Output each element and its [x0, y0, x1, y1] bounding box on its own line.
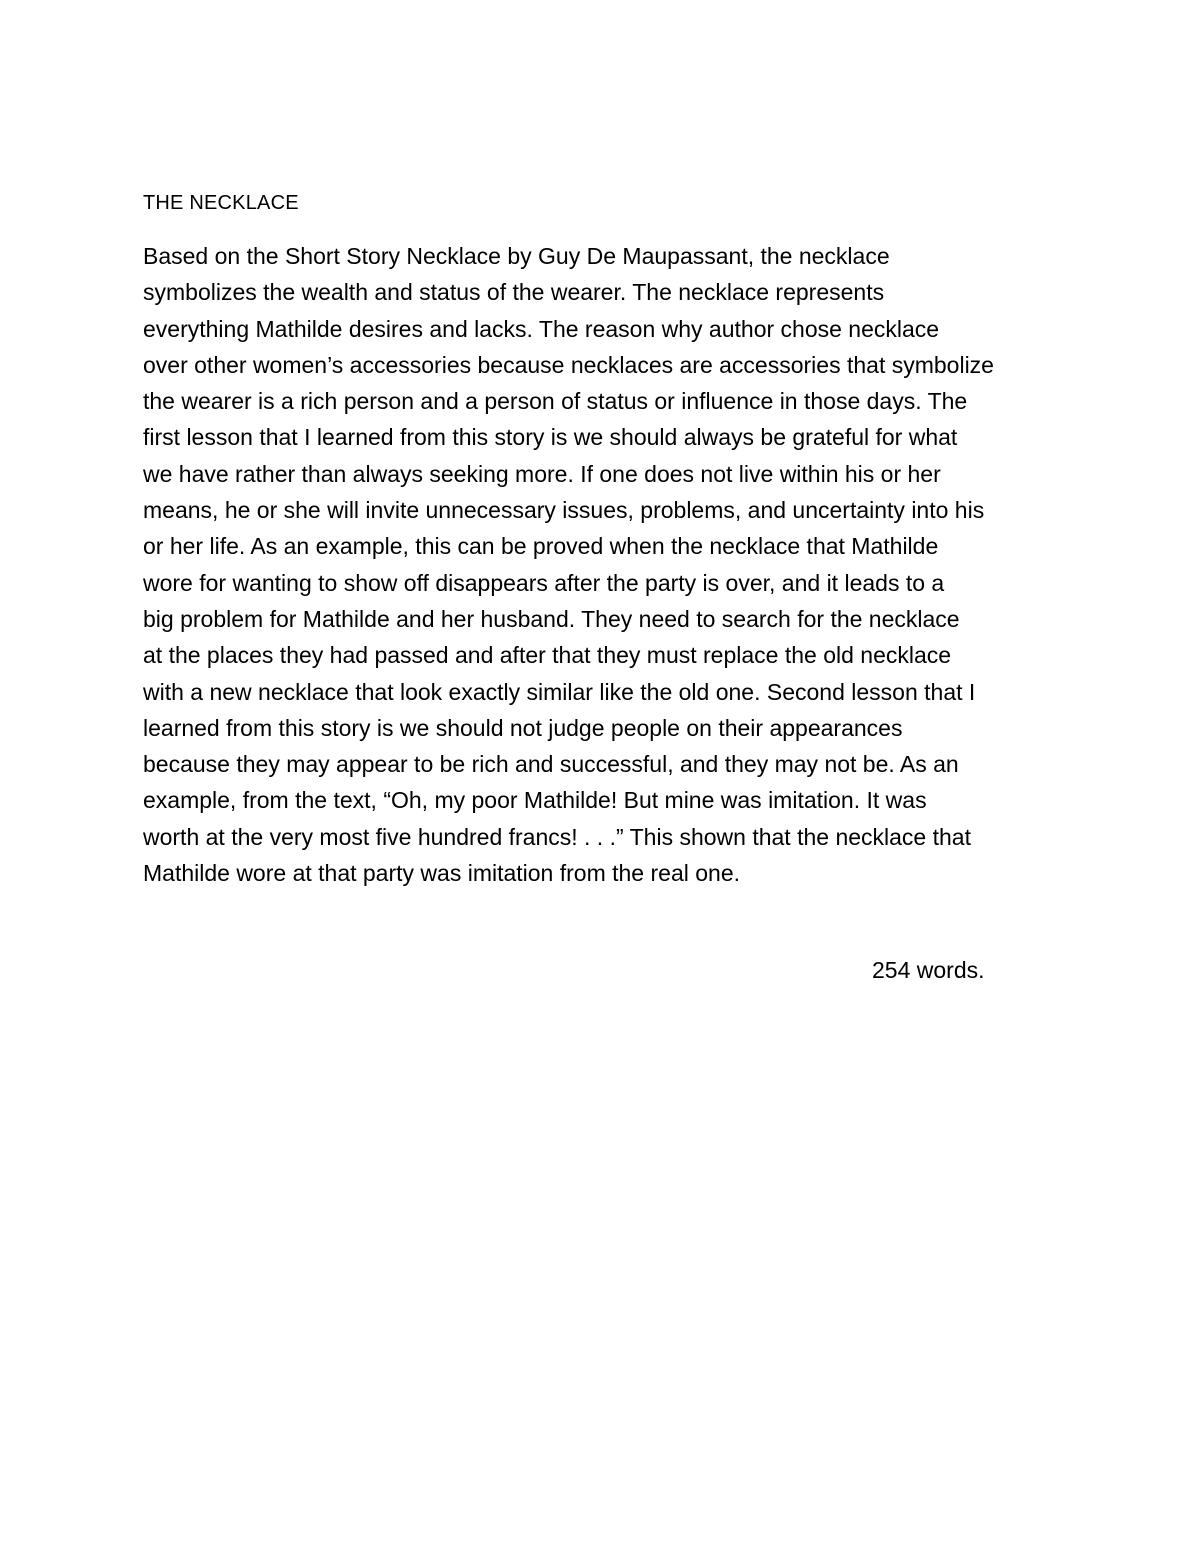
paragraph-line: first lesson that I learned from this story is we should always be grateful for what — [143, 424, 958, 451]
document-title: THE NECKLACE — [143, 192, 299, 214]
paragraph-line: means, he or she will invite unnecessary issues, problems, and uncertainty into his — [143, 497, 985, 524]
paragraph-line: Mathilde wore at that party was imitation from the real one. — [143, 860, 741, 887]
paragraph-line: Based on the Short Story Necklace by Guy De Maupassant, the necklace — [143, 243, 890, 269]
paragraph-line: over other women’s accessories because necklaces are accessories that symbolize — [143, 351, 994, 378]
word-count: 254 words. — [872, 957, 985, 983]
paragraph-line: the wearer is a rich person and a person of status or influence in those days. The — [143, 388, 968, 415]
paragraph-line: we have rather than always seeking more. If one does not live within his or her — [143, 460, 941, 487]
paragraph-line: symbolizes the wealth and status of the wearer. The necklace represents — [143, 279, 885, 306]
paragraph-line: worth at the very most five hundred francs! . . .” This shown that the necklace that — [143, 823, 971, 850]
paragraph-line: example, from the text, “Oh, my poor Mathilde! But mine was imitation. It was — [143, 787, 927, 814]
paragraph-line: at the places they had passed and after that they must replace the old necklace — [143, 642, 952, 669]
paragraph-line: big problem for Mathilde and her husband. They need to search for the necklace — [143, 605, 960, 632]
paragraph-line: everything Mathilde desires and lacks. The reason why author chose necklace — [143, 315, 940, 342]
paragraph-line: because they may appear to be rich and successful, and they may not be. As an — [143, 751, 959, 778]
paragraph-line: wore for wanting to show off disappears after the party is over, and it leads to a — [143, 569, 945, 596]
paragraph-line: or her life. As an example, this can be proved when the necklace that Mathilde — [143, 533, 939, 560]
paragraph-line: with a new necklace that look exactly similar like the old one. Second lesson that I — [143, 678, 976, 705]
essay-paragraph — [143, 238, 1073, 891]
paragraph-line: learned from this story is we should not judge people on their appearances — [143, 714, 903, 741]
